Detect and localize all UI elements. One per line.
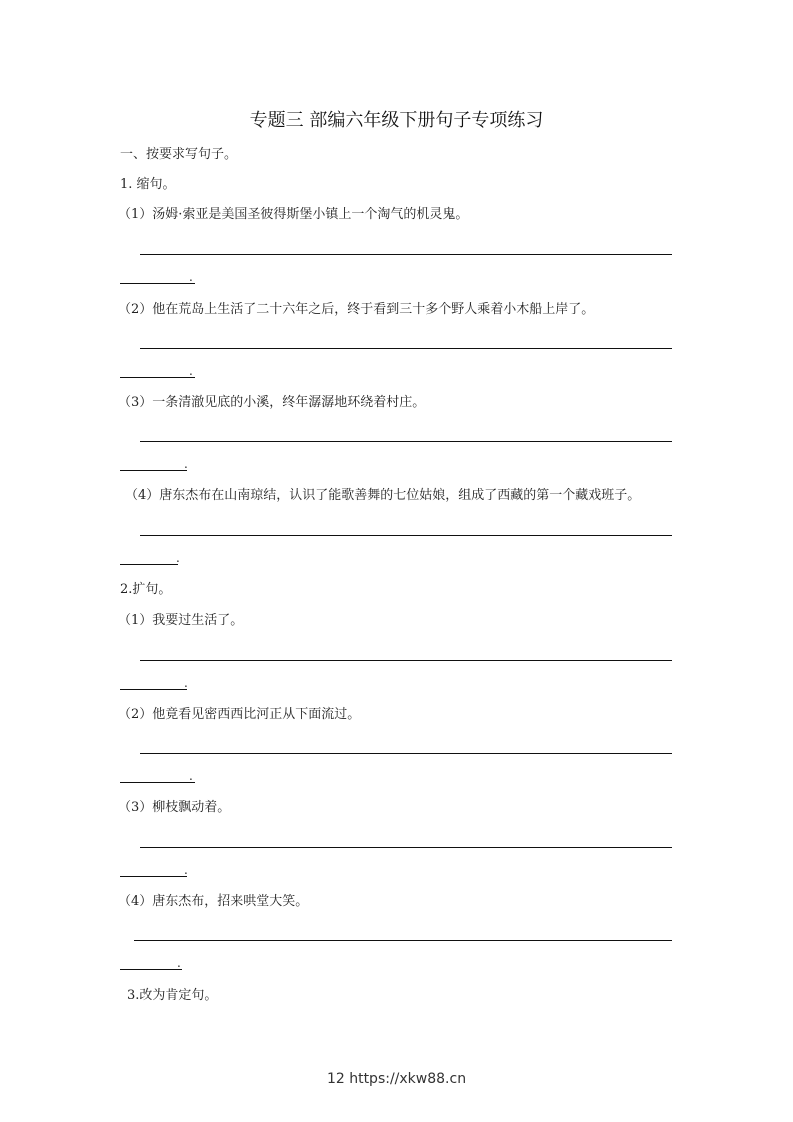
answer-line-short[interactable] bbox=[120, 876, 187, 877]
question-item: （1）我要过生活了。 bbox=[118, 613, 244, 628]
question-2-label: 2.扩句。 bbox=[120, 582, 172, 597]
question-item: （1）汤姆·索亚是美国圣彼得斯堡小镇上一个淘气的机灵鬼。 bbox=[118, 207, 469, 222]
answer-line[interactable] bbox=[134, 940, 672, 941]
question-item: （3）柳枝飘动着。 bbox=[118, 800, 231, 815]
answer-line[interactable] bbox=[140, 660, 672, 661]
page-footer: 12 https://xkw88.cn bbox=[326, 1071, 467, 1087]
section-heading: 一、按要求写句子。 bbox=[120, 147, 238, 162]
answer-line[interactable] bbox=[140, 348, 672, 349]
answer-line[interactable] bbox=[140, 847, 672, 848]
answer-line-short[interactable] bbox=[120, 782, 195, 783]
answer-line-short[interactable] bbox=[120, 283, 195, 284]
period: . bbox=[184, 863, 188, 877]
period: . bbox=[184, 457, 188, 471]
period: . bbox=[184, 676, 188, 690]
answer-line[interactable] bbox=[140, 254, 672, 255]
answer-line-short[interactable] bbox=[120, 470, 187, 471]
question-3-label: 3.改为肯定句。 bbox=[127, 988, 218, 1003]
question-item: （2）他在荒岛上生活了二十六年之后，终于看到三十多个野人乘着小木船上岸了。 bbox=[118, 302, 595, 317]
answer-line[interactable] bbox=[140, 535, 672, 536]
answer-line[interactable] bbox=[140, 753, 672, 754]
answer-line-short[interactable] bbox=[120, 564, 178, 565]
question-item: （4）唐东杰布，招来哄堂大笑。 bbox=[118, 894, 309, 909]
answer-line[interactable] bbox=[140, 441, 672, 442]
period: . bbox=[176, 551, 180, 565]
question-item: （2）他竟看见密西西比河正从下面流过。 bbox=[118, 707, 361, 722]
period: . bbox=[189, 364, 193, 378]
page-title: 专题三 部编六年级下册句子专项练习 bbox=[249, 110, 544, 131]
period: . bbox=[177, 956, 181, 970]
answer-line-short[interactable] bbox=[120, 689, 187, 690]
question-item: （4）唐东杰布在山南琼结，认识了能歌善舞的七位姑娘，组成了西藏的第一个藏戏班子。 bbox=[125, 488, 641, 503]
answer-line-short[interactable] bbox=[120, 969, 182, 970]
period: . bbox=[189, 270, 193, 284]
period: . bbox=[189, 769, 193, 783]
question-item: （3）一条清澈见底的小溪，终年潺潺地环绕着村庄。 bbox=[118, 395, 426, 410]
question-1-label: 1. 缩句。 bbox=[120, 177, 176, 192]
answer-line-short[interactable] bbox=[120, 377, 195, 378]
